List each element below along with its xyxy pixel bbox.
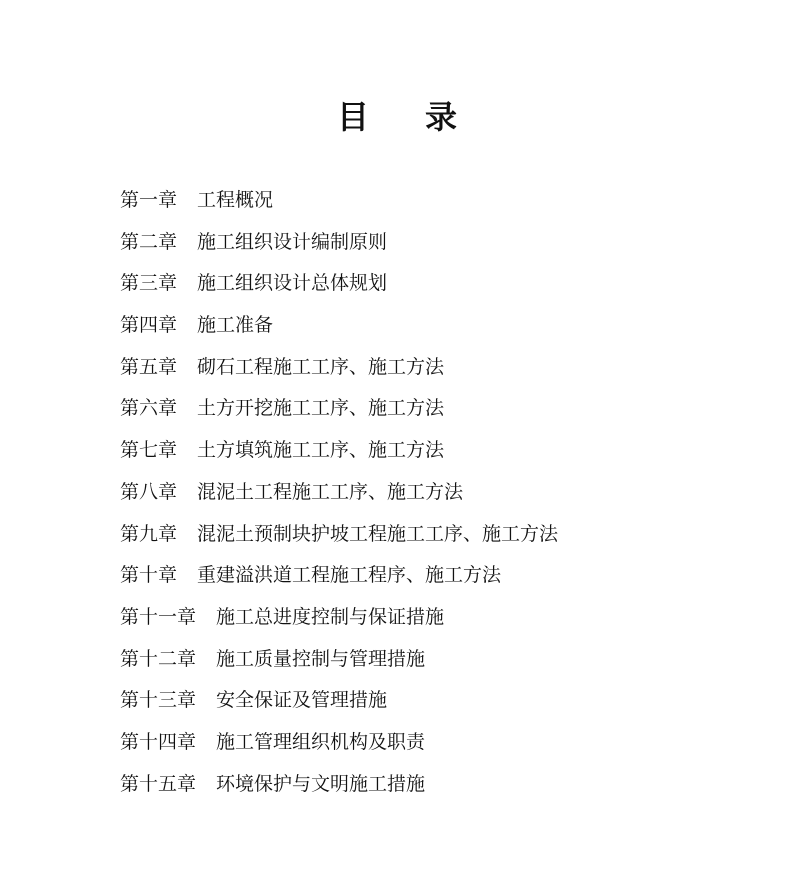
toc-item-4 xyxy=(120,305,558,347)
toc-chapter-title: 混泥土工程施工工序、施工方法 xyxy=(197,480,464,503)
toc-chapter-number: 第十四章 xyxy=(120,730,197,753)
toc-chapter-number: 第三章 xyxy=(120,272,178,295)
toc-item-12 xyxy=(120,639,558,681)
toc-chapter-number: 第二章 xyxy=(120,230,178,253)
toc-chapter-title: 施工准备 xyxy=(197,314,274,337)
toc-chapter-number: 第十一章 xyxy=(120,605,197,628)
toc-chapter-title: 环境保护与文明施工措施 xyxy=(216,772,426,795)
toc-item-7 xyxy=(120,430,558,472)
toc-chapter-title: 施工管理组织机构及职责 xyxy=(216,730,426,753)
toc-item-1 xyxy=(120,180,558,222)
toc-item-10 xyxy=(120,555,558,597)
toc-chapter-title: 混泥土预制块护坡工程施工工序、施工方法 xyxy=(197,522,559,545)
toc-chapter-title: 施工总进度控制与保证措施 xyxy=(216,605,445,628)
toc-item-6 xyxy=(120,388,558,430)
toc-item-13 xyxy=(120,680,558,722)
toc-item-3 xyxy=(120,263,558,305)
toc-chapter-number: 第一章 xyxy=(120,189,178,211)
toc-item-9 xyxy=(120,514,558,556)
toc-chapter-number: 第十三章 xyxy=(120,689,197,712)
toc-heading xyxy=(0,92,794,138)
toc-heading-part-1: 目 xyxy=(336,98,369,136)
toc-chapter-number: 第六章 xyxy=(120,397,178,420)
toc-chapter-number: 第十二章 xyxy=(120,647,197,670)
toc-item-11 xyxy=(120,597,558,639)
toc-chapter-title: 工程概况 xyxy=(197,189,274,211)
toc-heading-part-2: 录 xyxy=(425,98,458,136)
toc-chapter-number: 第十五章 xyxy=(120,772,197,795)
toc-chapter-title: 重建溢洪道工程施工程序、施工方法 xyxy=(197,564,502,587)
toc-chapter-number: 第五章 xyxy=(120,355,178,378)
toc-item-14 xyxy=(120,722,558,764)
toc-chapter-title: 土方开挖施工工序、施工方法 xyxy=(197,397,445,420)
toc-item-15 xyxy=(120,764,558,806)
toc-chapter-number: 第七章 xyxy=(120,439,178,462)
toc-chapter-number: 第八章 xyxy=(120,480,178,503)
toc-chapter-title: 施工组织设计总体规划 xyxy=(197,272,388,295)
toc-chapter-title: 施工组织设计编制原则 xyxy=(197,230,388,253)
toc-chapter-number: 第四章 xyxy=(120,314,178,337)
toc-chapter-title: 安全保证及管理措施 xyxy=(216,689,388,712)
toc-chapter-title: 施工质量控制与管理措施 xyxy=(216,647,426,670)
toc-chapter-title: 土方填筑施工工序、施工方法 xyxy=(197,439,445,462)
toc-item-2 xyxy=(120,222,558,264)
toc-chapter-number: 第九章 xyxy=(120,522,178,545)
toc-chapter-number: 第十章 xyxy=(120,564,178,587)
toc-list xyxy=(120,180,558,805)
toc-item-5 xyxy=(120,347,558,389)
toc-item-8 xyxy=(120,472,558,514)
toc-chapter-title: 砌石工程施工工序、施工方法 xyxy=(197,355,445,378)
